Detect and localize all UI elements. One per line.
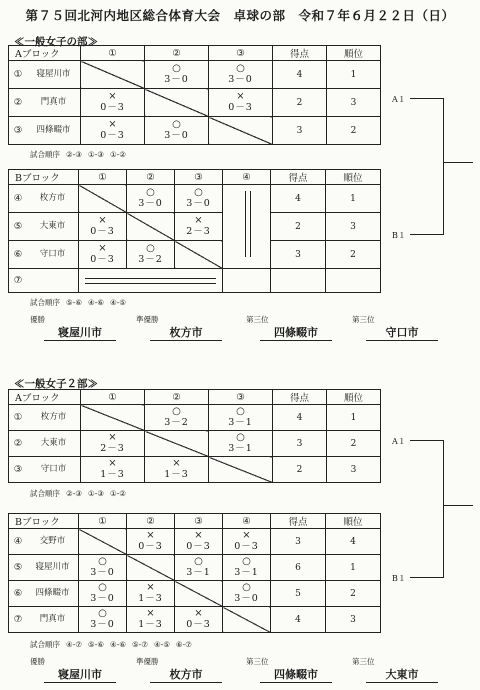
page-title: 第７５回北河内地区総合体育大会 卓球の部 令和７年６月２２日（日） [25,8,455,23]
team-number: ① [13,412,23,423]
score: 3－0 [90,618,115,630]
award-label: 第三位 [352,315,375,324]
self-cell [127,213,175,241]
self-cell [81,405,145,431]
table-row [9,555,381,581]
result-mark: ○ [146,187,155,199]
result-mark: × [98,243,107,255]
team-name: 門真市 [39,614,66,625]
score: 2－3 [100,442,125,454]
col-head: ② [145,390,209,405]
table-row [9,529,381,555]
score: 0－3 [100,129,125,141]
match-order: 試合順序 ②-③ ①-③ ①-② [30,150,126,159]
col-head: ② [127,514,175,529]
team-number: ⑥ [13,588,23,599]
team-number: ③ [13,464,23,475]
winner: 寝屋川市 [44,666,116,683]
points: 3 [271,529,326,555]
points: 2 [273,89,327,117]
points: 2 [271,213,326,241]
points-head: 得点 [271,514,326,529]
col-head: ① [79,514,127,529]
result-mark: ○ [172,406,181,418]
s2-a-table [8,389,381,483]
result-mark: × [194,608,203,620]
bracket-a1: A１ [392,95,406,104]
score: 0－3 [228,101,253,113]
result-mark: × [146,582,155,594]
result-mark: ○ [236,432,245,444]
table-row [9,269,381,293]
score: 3－1 [228,442,253,454]
award-label: 準優勝 [136,657,159,666]
points: 2 [273,457,327,483]
rank [326,269,381,293]
result-mark: ○ [242,556,251,568]
team-name: 守口市 [40,464,67,475]
team-name: 枚方市 [40,412,67,423]
team-name: 大東市 [40,438,67,449]
score: 0－3 [138,540,163,552]
third-place: 守口市 [366,324,438,341]
result-mark: ○ [98,556,107,568]
score: 2－3 [186,225,211,237]
score: 3－0 [164,73,189,85]
rank: 1 [326,185,381,213]
block-label: Bブロック [9,170,79,185]
score: 0－3 [186,540,211,552]
points: 4 [273,61,327,89]
result-mark: ○ [194,187,203,199]
score: 3－0 [234,592,259,604]
score: 3－0 [90,566,115,578]
points-head: 得点 [273,46,327,61]
points: 4 [273,405,327,431]
result-mark: × [146,608,155,620]
table-row [9,61,381,89]
rank-head: 順位 [327,46,381,61]
result-mark: × [194,530,203,542]
self-cell [175,241,223,269]
score: 0－3 [186,618,211,630]
self-cell [209,457,273,483]
team-number: ② [13,438,23,449]
result-mark: × [108,91,117,103]
team-number: ④ [13,536,23,547]
result-mark: ○ [172,119,181,131]
col-head: ① [81,46,145,61]
score: 0－3 [100,101,125,113]
award-label: 第三位 [246,657,269,666]
points: 3 [273,117,327,145]
score: 0－3 [90,225,115,237]
col-head: ① [79,170,127,185]
team-number: ④ [13,193,23,204]
col-head: ② [145,46,209,61]
rank: 3 [326,607,381,633]
rank: 2 [326,241,381,269]
points: 3 [273,431,327,457]
team-number: ⑦ [13,614,23,625]
team-number: ③ [13,125,23,136]
match-order: 試合順序 ④-⑦ ⑤-⑥ ④-⑥ ⑤-⑦ ④-⑤ ⑥-⑦ [30,640,192,649]
self-cell [145,89,209,117]
table-row [9,581,381,607]
points: 4 [271,185,326,213]
result-mark: ○ [98,608,107,620]
score: 3－0 [228,73,253,85]
rank-head: 順位 [326,514,381,529]
points-head: 得点 [271,170,326,185]
score: 1－3 [138,618,163,630]
table-row [9,607,381,633]
points [271,269,326,293]
award-label: 第三位 [352,657,375,666]
points: 5 [271,581,326,607]
col-head: ③ [175,170,223,185]
s1-b-table [8,169,381,293]
table-row [9,457,381,483]
team-name: 四條畷市 [35,588,70,599]
team-number: ⑤ [13,562,23,573]
award-label: 準優勝 [136,315,159,324]
score: 3－1 [228,416,253,428]
rank: 1 [326,555,381,581]
block-label: Aブロック [9,390,81,405]
result-mark: × [108,432,117,444]
col-head: ③ [209,46,273,61]
self-cell [81,61,145,89]
self-cell [209,117,273,145]
col-head: ② [127,170,175,185]
table-row [9,405,381,431]
section-heading: ≪一般女子２部≫ [14,378,98,390]
rank: 4 [326,529,381,555]
team-number: ⑤ [13,221,23,232]
result-mark: × [172,458,181,470]
result-mark: ○ [98,582,107,594]
self-cell [79,185,127,213]
result-mark: × [242,530,251,542]
team-number: ⑥ [13,249,23,260]
team-name: 門真市 [40,97,67,108]
result-mark: × [98,215,107,227]
rank: 3 [327,457,381,483]
withdrawn-column [223,185,271,269]
score: 0－3 [90,253,115,265]
bracket-a1: A１ [392,437,406,446]
result-mark: ○ [146,243,155,255]
table-row [9,431,381,457]
team-name: 大東市 [39,221,66,232]
table-row [9,241,381,269]
award-label: 優勝 [30,657,45,666]
points-head: 得点 [273,390,327,405]
match-order: 試合順序 ②-③ ①-③ ①-② [30,489,126,498]
team-name: 四條畷市 [36,125,71,136]
team-name: 交野市 [39,536,66,547]
col-head: ③ [209,390,273,405]
bracket-b1: B１ [392,231,406,240]
col-head: ④ [223,514,271,529]
match-order: 試合順序 ⑤-⑥ ④-⑥ ④-⑤ [30,298,126,307]
winner: 寝屋川市 [44,324,116,341]
result-mark: × [146,530,155,542]
team-name: 守口市 [39,249,66,260]
self-cell [127,555,175,581]
score: 3－2 [164,416,189,428]
team-number: ② [13,97,23,108]
team-number: ⑦ [13,275,23,286]
score: 3－0 [186,197,211,209]
score: 1－3 [164,468,189,480]
result-mark: × [194,215,203,227]
self-cell [175,581,223,607]
score: 1－3 [100,468,125,480]
third-place: 四條畷市 [260,666,332,683]
team-name: 枚方市 [39,193,66,204]
table-row [9,213,381,241]
table-row [9,185,381,213]
rank: 3 [327,89,381,117]
rank-head: 順位 [326,170,381,185]
result-mark: ○ [242,582,251,594]
self-cell [79,529,127,555]
rank-head: 順位 [327,390,381,405]
withdrawn-row [79,269,223,293]
result-mark: ○ [172,63,181,75]
score: 3－0 [164,129,189,141]
result-mark: ○ [194,556,203,568]
rank: 1 [327,405,381,431]
rank: 2 [327,431,381,457]
result-mark: × [108,119,117,131]
points: 6 [271,555,326,581]
block-label: Aブロック [9,46,81,61]
team-name: 寝屋川市 [35,562,70,573]
team-number: ① [13,69,23,80]
s1-a-table [8,45,381,145]
score: 1－3 [138,592,163,604]
team-name: 寝屋川市 [36,69,71,80]
result-mark: ○ [236,406,245,418]
rank: 3 [326,213,381,241]
runner-up: 枚方市 [150,324,222,341]
rank: 2 [326,581,381,607]
award-label: 優勝 [30,315,45,324]
score: 0－3 [234,540,259,552]
score: 3－0 [90,592,115,604]
self-cell [223,607,271,633]
self-cell [145,431,209,457]
section-heading: ≪一般女子の部≫ [14,36,98,48]
result-mark: ○ [236,63,245,75]
s2-b-table [8,513,381,633]
col-head: ① [81,390,145,405]
rank: 1 [327,61,381,89]
points: 4 [271,607,326,633]
third-place: 四條畷市 [260,324,332,341]
col-head: ④ [223,170,271,185]
rank: 2 [327,117,381,145]
table-row [9,89,381,117]
score: 3－2 [138,253,163,265]
runner-up: 枚方市 [150,666,222,683]
third-place: 大東市 [366,666,438,683]
block-label: Bブロック [9,514,79,529]
result-mark: × [108,458,117,470]
score: 3－0 [138,197,163,209]
bracket-b1: B１ [392,574,406,583]
result-mark: × [236,91,245,103]
col-head: ③ [175,514,223,529]
score: 3－1 [186,566,211,578]
table-row [9,117,381,145]
score: 3－1 [234,566,259,578]
points: 3 [271,241,326,269]
award-label: 第三位 [246,315,269,324]
